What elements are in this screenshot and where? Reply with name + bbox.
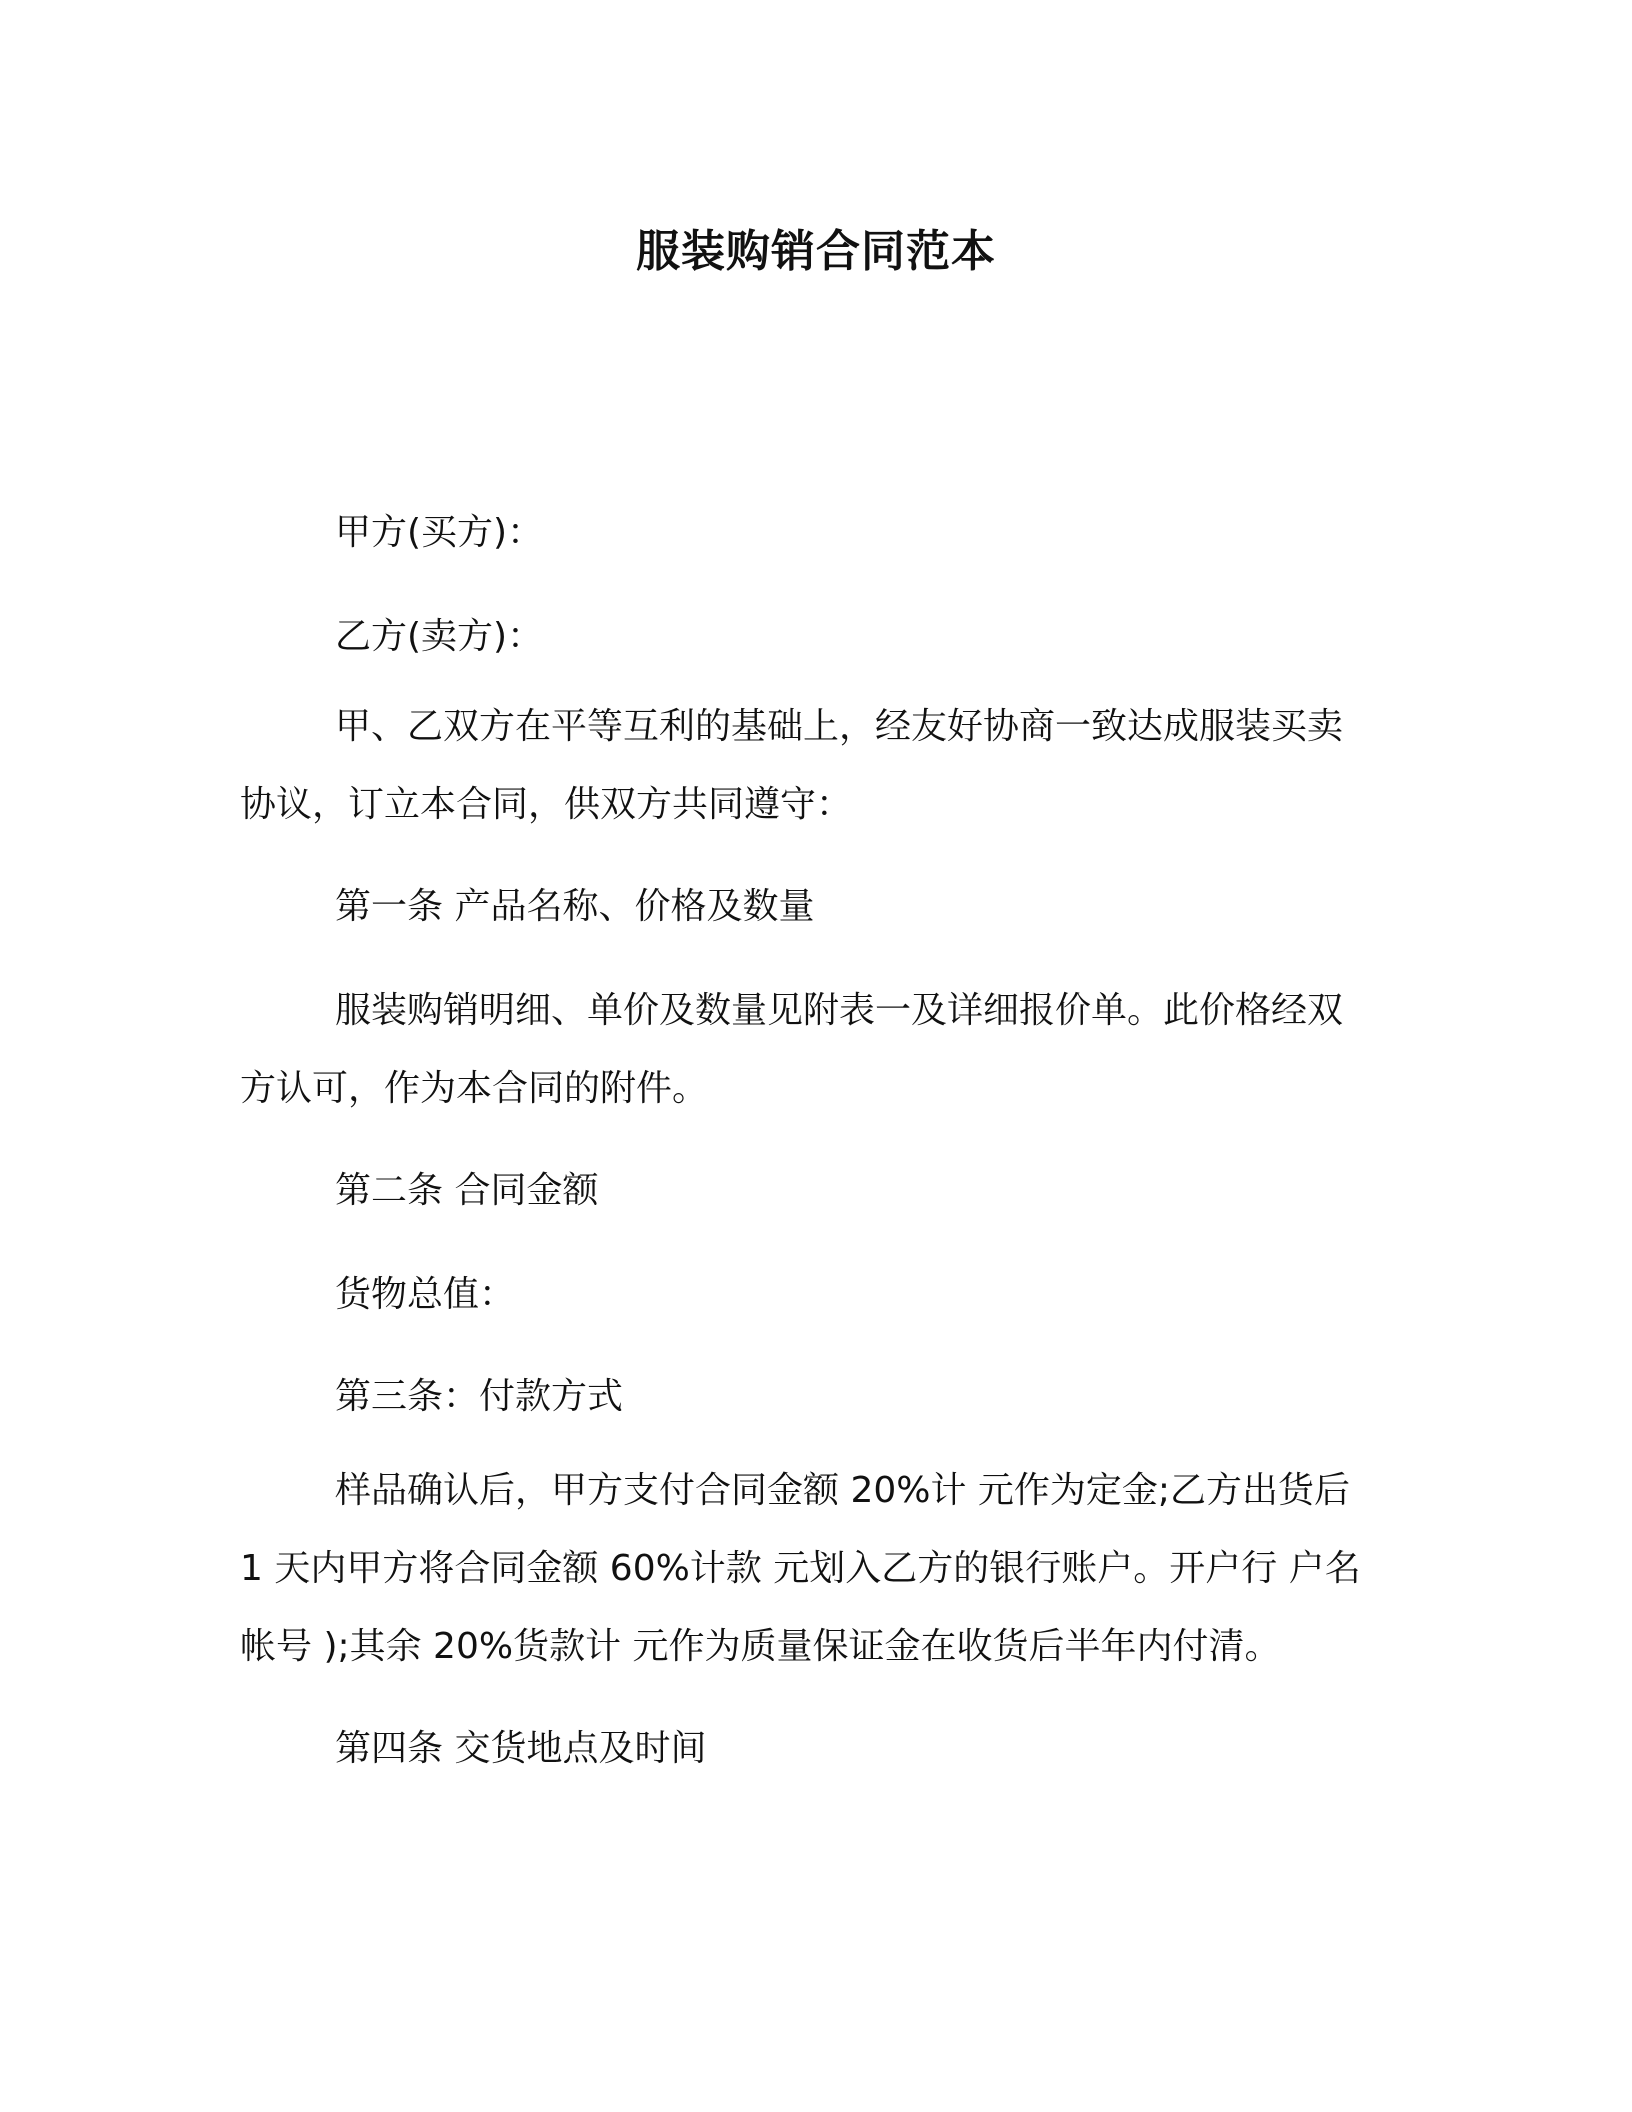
party-b-line: 乙方(卖方)： <box>335 616 544 657</box>
article-1-line-2: 方认可，作为本合同的附件。 <box>240 1068 709 1109</box>
article-1-heading: 第一条 产品名称、价格及数量 <box>335 886 815 927</box>
party-a-line: 甲方(买方)： <box>335 512 544 553</box>
article-3-line-2: 1 天内甲方将合同金额 60%计款 元划入乙方的银行账户。开户行 户名 <box>240 1548 1361 1589</box>
article-2-heading: 第二条 合同金额 <box>335 1170 599 1211</box>
article-3-line-3: 帐号 );其余 20%货款计 元作为质量保证金在收货后半年内付清。 <box>240 1626 1281 1667</box>
article-3-body <box>240 1452 1372 1686</box>
intro-line-2: 协议，订立本合同，供双方共同遵守： <box>240 784 853 825</box>
article-3-line-1: 样品确认后，甲方支付合同金额 20%计 元作为定金;乙方出货后 <box>335 1470 1351 1511</box>
article-1-body <box>240 972 1372 1128</box>
document-title: 服装购销合同范本 <box>636 226 996 277</box>
intro-paragraph <box>240 688 1372 844</box>
article-2-body: 货物总值： <box>335 1274 516 1315</box>
intro-line-1: 甲、乙双方在平等互利的基础上，经友好协商一致达成服装买卖 <box>335 706 1344 747</box>
article-3-heading: 第三条：付款方式 <box>335 1376 624 1417</box>
article-1-line-1: 服装购销明细、单价及数量见附表一及详细报价单。此价格经双 <box>335 990 1344 1031</box>
article-4-heading: 第四条 交货地点及时间 <box>335 1728 707 1769</box>
